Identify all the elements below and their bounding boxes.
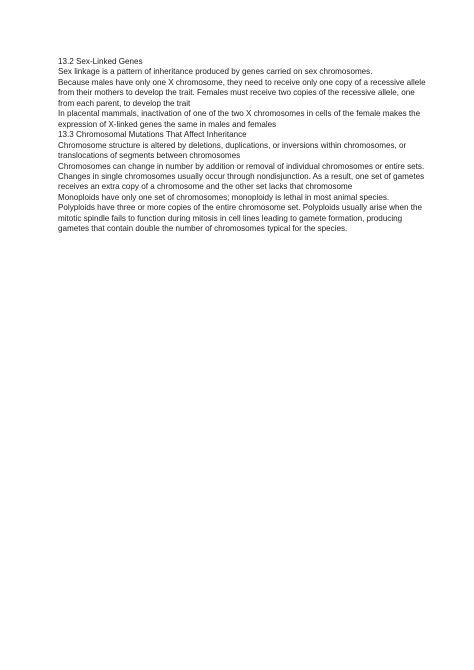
paragraph-x-inactivation: In placental mammals, inactivation of one of the two X chromosomes in cells of the female makes the expression of X-linked genes the same in males and females — [58, 109, 421, 129]
section-heading-13-2: 13.2 Sex-Linked Genes — [58, 57, 143, 66]
paragraph-sex-linkage-definition: Sex linkage is a pattern of inheritance produced by genes carried on sex chromosomes. — [58, 67, 373, 77]
paragraph-chromosome-structure: Chromosome structure is altered by deletions, duplications, or inversions within chromosomes, or translocations of segments between chromosomes — [58, 140, 407, 161]
document-body — [58, 57, 428, 235]
paragraph-monoploids-polyploids: Monoploids have only one set of chromosomes; monoploidy is lethal in most animal species. Polyploids have three or more copies of the entire chromosome set. Polyploids usually arise when the mitotic spindle fails to function during mitosis in cell lines leading to gamete formation, producing gametes that contain double the number of chromosomes typical for the species. — [58, 192, 422, 234]
paragraph-chromosome-number: Chromosomes can change in number by addition or removal of individual chromosomes or entire sets. Changes in single chromosomes usually occur through nondisjunction. As a result, one set of gametes receives an extra copy of a chromosome and the other set lacks that chromosome — [58, 161, 425, 192]
paragraph-males-females-inheritance: Because males have only one X chromosome, they need to receive only one copy of a recessive allele from their mothers to develop the trait. Females must receive two copies of the recessive allele, one from each parent, to develop the trait — [58, 77, 426, 108]
section-heading-13-3: 13.3 Chromosomal Mutations That Affect Inheritance — [58, 130, 247, 140]
